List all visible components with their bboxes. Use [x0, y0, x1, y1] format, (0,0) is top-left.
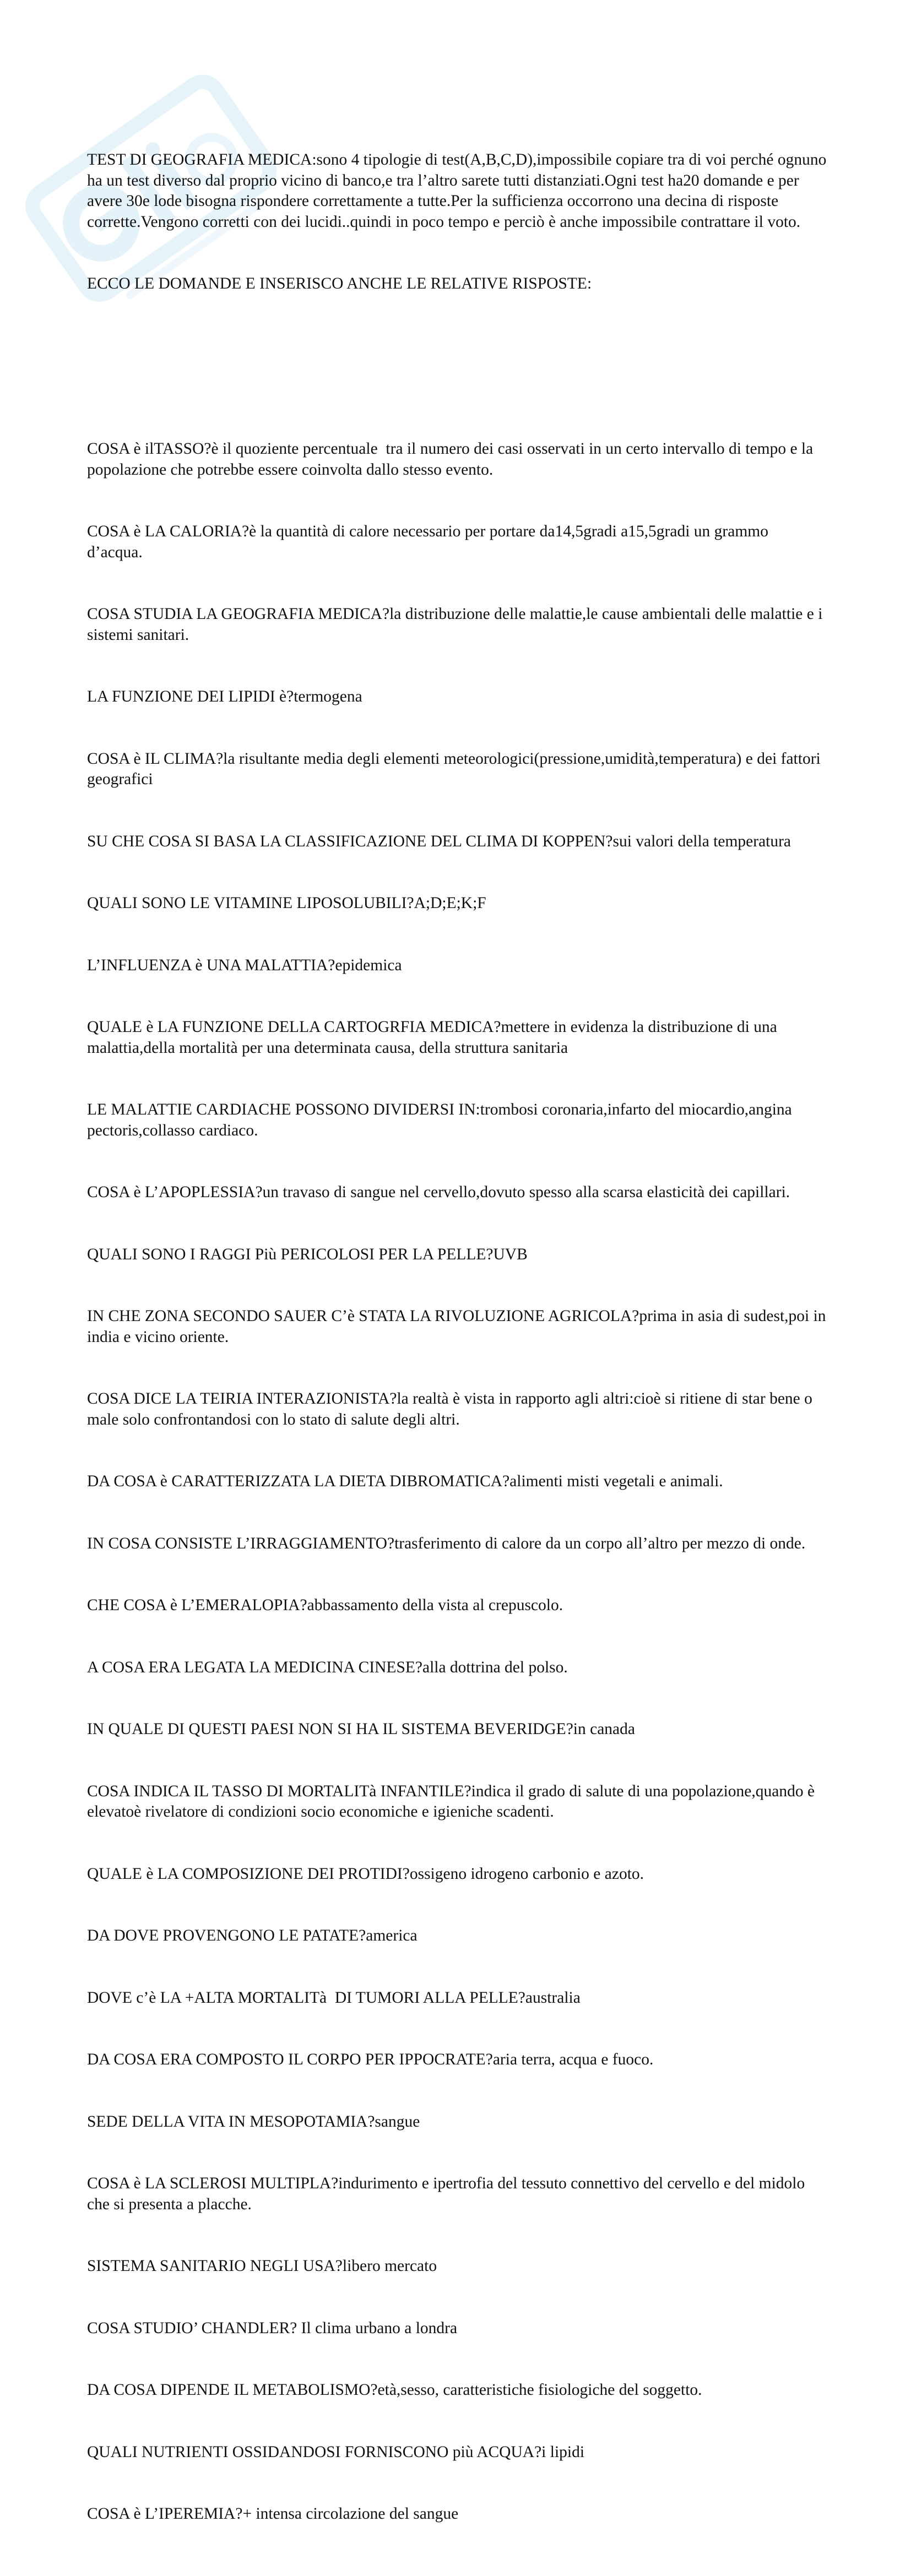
qa-item: QUALI SONO LE VITAMINE LIPOSOLUBILI?A;D;E;K;F: [87, 894, 486, 912]
qa-item: COSA DICE LA TEIRIA INTERAZIONISTA?la realtà è vista in rapporto agli altri:cioè si ritiene di star bene o male solo confrontandosi con lo stato di salute degli altri.: [87, 1390, 817, 1428]
qa-item: L’INFLUENZA è UNA MALATTIA?epidemica: [87, 956, 402, 974]
qa-item: COSA è L’APOPLESSIA?un travaso di sangue nel cervello,dovuto spesso alla scarsa elasticità dei capillari.: [87, 1183, 790, 1201]
qa-item: QUALI SONO I RAGGI Più PERICOLOSI PER LA PELLE?UVB: [87, 1245, 528, 1263]
qa-item: COSA STUDIA LA GEOGRAFIA MEDICA?la distribuzione delle malattie,le cause ambientali delle malattie e i sistemi sanitari.: [87, 605, 827, 644]
qa-item: IN QUALE DI QUESTI PAESI NON SI HA IL SISTEMA BEVERIDGE?in canada: [87, 1720, 635, 1738]
document-body: [87, 108, 831, 2576]
qa-item: DA COSA DIPENDE IL METABOLISMO?età,sesso, caratteristiche fisiologiche del soggetto.: [87, 2381, 702, 2399]
qa-item: CHE COSA è L’EMERALOPIA?abbassamento della vista al crepuscolo.: [87, 1596, 563, 1614]
qa-item: LA FUNZIONE DEI LIPIDI è?termogena: [87, 688, 362, 705]
section-heading: ECCO LE DOMANDE E INSERISCO ANCHE LE RELATIVE RISPOSTE:: [87, 275, 592, 292]
qa-item: IN CHE ZONA SECONDO SAUER C’è STATA LA RIVOLUZIONE AGRICOLA?prima in asia di sudest,poi in india e vicino oriente.: [87, 1307, 830, 1346]
qa-item: DOVE c’è LA +ALTA MORTALITà DI TUMORI ALLA PELLE?australia: [87, 1988, 581, 2007]
blank-line: [87, 336, 828, 357]
qa-item: COSA è LA CALORIA?è la quantità di calore necessario per portare da14,5gradi a15,5gradi un grammo d’acqua.: [87, 523, 773, 561]
qa-item: DA COSA è CARATTERIZZATA LA DIETA DIBROMATICA?alimenti misti vegetali e animali.: [87, 1472, 723, 1490]
qa-item: COSA è L’IPEREMIA?+ intensa circolazione del sangue: [87, 2505, 459, 2523]
qa-item: COSA è ilTASSO?è il quoziente percentuale tra il numero dei casi osservati in un certo intervallo di tempo e la popolazione che potrebbe essere coinvolta dallo stesso evento.: [87, 440, 817, 479]
qa-item: IN COSA CONSISTE L’IRRAGGIAMENTO?trasferimento di calore da un corpo all’altro per mezzo di onde.: [87, 1534, 806, 1552]
qa-item: QUALE è LA COMPOSIZIONE DEI PROTIDI?ossigeno idrogeno carbonio e azoto.: [87, 1865, 644, 1883]
qa-item: SU CHE COSA SI BASA LA CLASSIFICAZIONE DEL CLIMA DI KOPPEN?sui valori della temperatura: [87, 832, 791, 850]
qa-item: COSA INDICA IL TASSO DI MORTALITà INFANTILE?indica il grado di salute di una popolazione,quando è elevatoè rivelatore di condizioni socio economiche e igieniche scadenti.: [87, 1782, 819, 1820]
qa-item: DA DOVE PROVENGONO LE PATATE?america: [87, 1927, 417, 1944]
qa-item: A COSA ERA LEGATA LA MEDICINA CINESE?alla dottrina del polso.: [87, 1658, 568, 1676]
qa-item: QUALE è LA FUNZIONE DELLA CARTOGRFIA MEDICA?mettere in evidenza la distribuzione di una malattia,della mortalità per una determinata causa, della struttura sanitaria: [87, 1018, 782, 1057]
qa-list: [87, 398, 828, 2566]
qa-item: COSA STUDIO’ CHANDLER? Il clima urbano a londra: [87, 2319, 458, 2337]
qa-item: SISTEMA SANITARIO NEGLI USA?libero mercato: [87, 2257, 437, 2275]
qa-item: QUALI NUTRIENTI OSSIDANDOSI FORNISCONO più ACQUA?i lipidi: [87, 2443, 585, 2461]
qa-item: LE MALATTIE CARDIACHE POSSONO DIVIDERSI IN:trombosi coronaria,infarto del miocardio,angina pectoris,collasso cardiaco.: [87, 1101, 796, 1139]
qa-item: COSA è LA SCLEROSI MULTIPLA?indurimento e ipertrofia del tessuto connettivo del cervello e del midolo che si presenta a placche.: [87, 2175, 809, 2213]
intro-paragraph: TEST DI GEOGRAFIA MEDICA:sono 4 tipologie di test(A,B,C,D),impossibile copiare tra di voi perché ognuno ha un test diverso dal proprio vicino di banco,e tra l’altro sarete tutti distanziati.Ogni test ha20 domande e per avere 30e lode bisogna rispondere correttamente a tutte.Per la sufficienza occorrono una decina di risposte corrette.Vengono corretti con dei lucidi..quindi in poco tempo e perciò è anche impossibile contrattare il voto.: [87, 151, 831, 231]
qa-item: COSA è IL CLIMA?la risultante media degli elementi meteorologici(pressione,umidità,temperatura) e dei fattori geografici: [87, 749, 825, 788]
qa-item: SEDE DELLA VITA IN MESOPOTAMIA?sangue: [87, 2112, 420, 2131]
qa-item: DA COSA ERA COMPOSTO IL CORPO PER IPPOCRATE?aria terra, acqua e fuoco.: [87, 2051, 654, 2068]
